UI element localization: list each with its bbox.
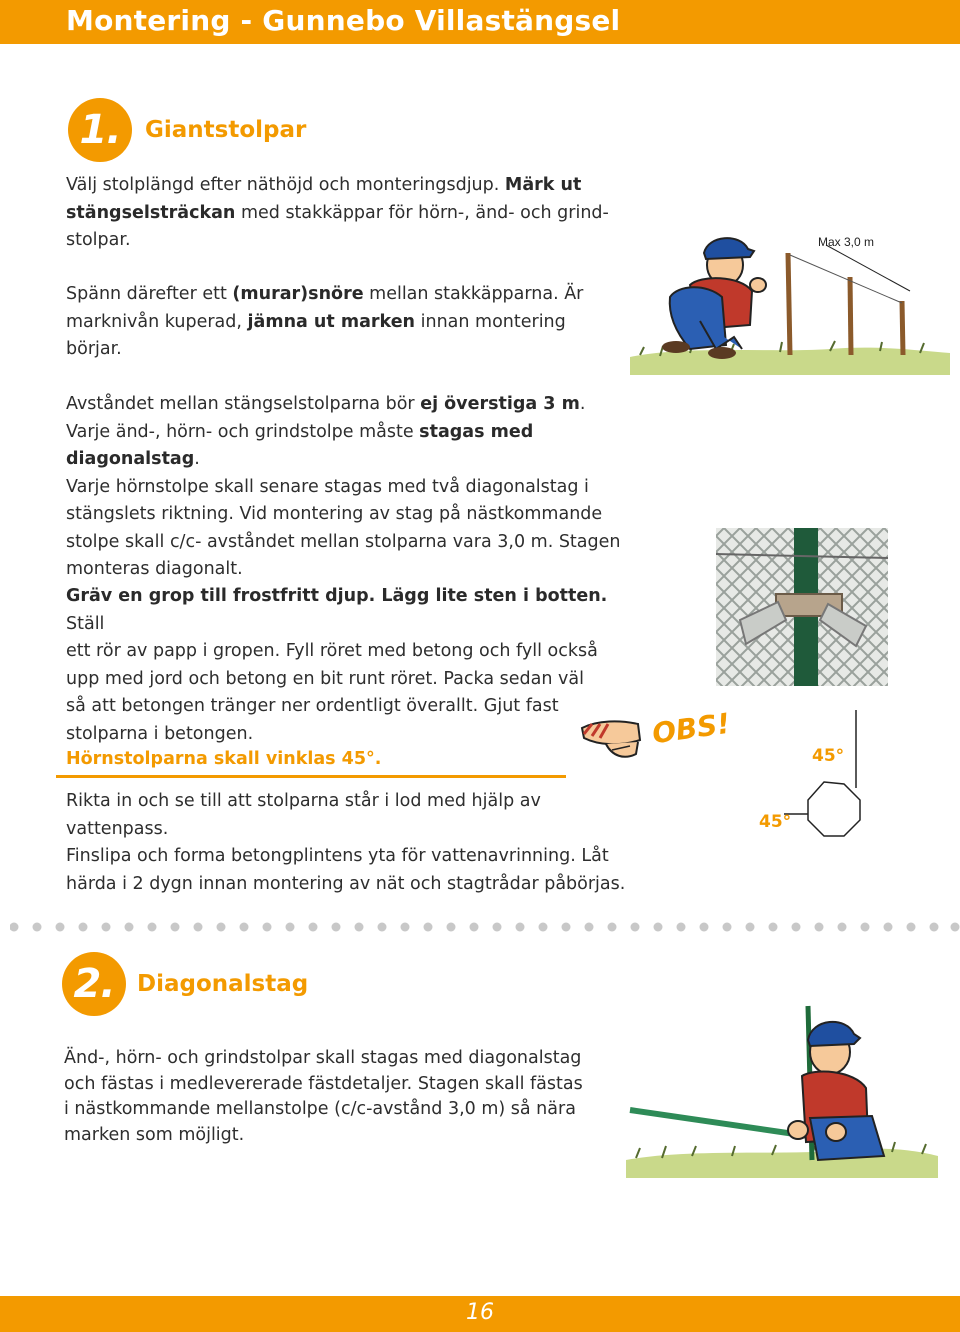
step-badge-2 bbox=[62, 952, 126, 1016]
corner-post-photo bbox=[716, 528, 888, 686]
paragraph-rikta: Rikta in och se till att stolparna står i lod med hjälp av vattenpass. Finslipa och forma betongplintens yta för vattenavrinning. Låt härda i 2 dygn innan montering av nät och stagtrådar påbörjas. bbox=[66, 791, 626, 894]
paragraph-avstand: Avståndet mellan stängselstolparna bör ej överstiga 3 m. Varje änd-, hörn- och grindstolpe måste stagas med diagonalstag. Varje hörnstolpe skall senare stagas med två diagonalstag i stängslets riktning. Vid montering av stag på nästkommande stolpe skall c/c- avståndet mellan stolparna vara 3,0 m. Stagen monteras diagonalt. bbox=[66, 394, 621, 579]
warning-corner-angle: Hörnstolparna skall vinklas 45°. bbox=[66, 749, 382, 769]
section-title-diagonalstag: Diagonalstag bbox=[137, 971, 309, 997]
section-title-giantstolpar: Giantstolpar bbox=[145, 117, 307, 143]
worker-staking-illustration bbox=[630, 225, 950, 375]
paragraph-diagonalstag: Änd-, hörn- och grindstolpar skall stagas med diagonalstag och fästas i medlevererade fästdetaljer. Stagen skall fästas i nästkommande mellanstolpe (c/c-avstånd 3,0 m) så nära marken som möjligt. bbox=[64, 1048, 583, 1145]
step-number-1: 1. bbox=[79, 107, 121, 153]
angle-label-bottom: 45° bbox=[759, 812, 792, 832]
angle-label-top: 45° bbox=[812, 746, 845, 766]
warning-underline bbox=[56, 775, 566, 778]
step-badge-1 bbox=[68, 98, 132, 162]
step-number-2: 2. bbox=[73, 961, 115, 1007]
page-title: Montering - Gunnebo Villastängsel bbox=[66, 4, 621, 37]
corner-angle-diagram bbox=[784, 710, 874, 846]
page-number: 16 bbox=[466, 1300, 494, 1325]
paragraph-snore: Spänn därefter ett (murar)snöre mellan stakkäpparna. Är marknivån kuperad, jämna ut marken innan montering börjar. bbox=[66, 284, 584, 359]
paragraph-grop: Gräv en grop till frostfritt djup. Lägg lite sten i botten. Ställ ett rör av papp i gropen. Fyll röret med betong och fyll också upp med jord och betong en bit runt röret. Packa sedan väl så att betongen tränger ner ordentligt överallt. Gjut fast stolparna i betongen. bbox=[66, 586, 608, 744]
paragraph-stolplangd: Välj stolplängd efter näthöjd och monteringsdjup. Märk ut stängselsträckan med stakkäppar för hörn-, änd- och grind- stolpar. bbox=[66, 175, 609, 250]
worker-brace-illustration bbox=[622, 998, 942, 1178]
illustration-caption-max: Max 3,0 m bbox=[818, 235, 875, 249]
obs-label: OBS! bbox=[650, 706, 733, 751]
dotted-divider bbox=[10, 920, 960, 934]
